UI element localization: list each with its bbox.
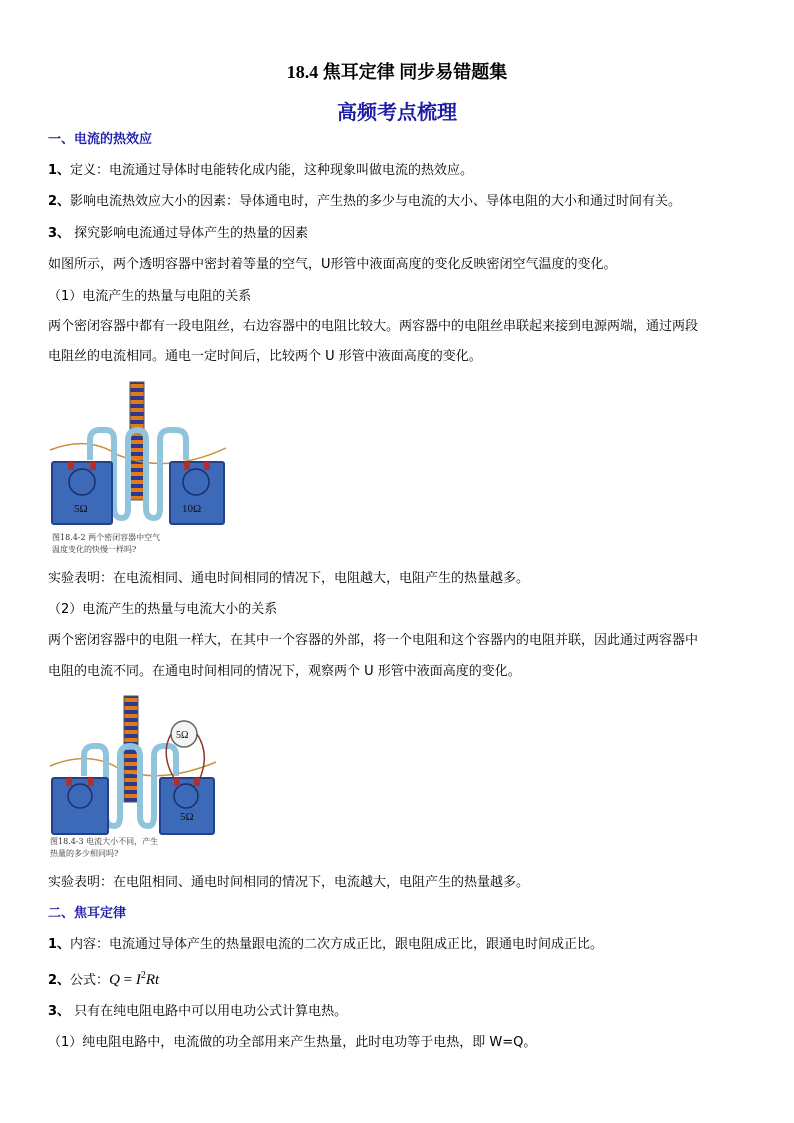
formula-rt: Rt — [145, 972, 160, 988]
s1-p2-text: 影响电流热效应大小的因素：导体通电时，产生热的多少与电流的大小、导体电阻的大小和通过时间有关。 — [70, 194, 682, 209]
s1-sub2-text-a: 两个密闭容器中的电阻一样大，在其中一个容器的外部，将一个电阻和这个容器内的电阻并联，因此通过两容器中 — [48, 633, 699, 648]
figure-2 — [48, 694, 218, 864]
s1-p1-text: 定义：电流通过导体时电能转化成内能，这种现象叫做电流的热效应。 — [70, 163, 474, 178]
fig1-caption-a: 图18.4-2 两个密闭容器中空气 — [52, 533, 161, 542]
figure-2-drawing — [48, 694, 218, 864]
page-title: 18.4 焦耳定律 同步易错题集 — [286, 62, 508, 82]
s1-p3-num: 3、 — [48, 226, 71, 241]
fig1-left-label: 5Ω — [74, 503, 88, 515]
s1-paragraph-2 — [48, 193, 681, 211]
formula-eq: = — [119, 972, 136, 988]
s2-p3-text: 只有在纯电阻电路中可以用电功公式计算电热。 — [70, 1004, 348, 1019]
figure-1 — [48, 380, 228, 560]
s1-p2-num: 2、 — [48, 194, 71, 209]
s1-sub2-heading: （2）电流产生的热量与电流大小的关系 — [48, 602, 278, 617]
s2-paragraph-3 — [48, 1003, 347, 1021]
s2-p3-num: 3、 — [48, 1004, 71, 1019]
formula-exp: 2 — [140, 970, 146, 981]
s2-p1-num: 1、 — [48, 937, 71, 952]
s1-sub1-text-b: 电阻丝的电流相同。通电一定时间后，比较两个 U 形管中液面高度的变化。 — [48, 349, 482, 364]
s1-sub1-heading: （1）电流产生的热量与电阻的关系 — [48, 289, 252, 304]
s1-paragraph-4: 如图所示，两个透明容器中密封着等量的空气，U形管中液面高度的变化反映密闭空气温度的变化。 — [48, 257, 617, 272]
s1-sub2-text-b: 电阻的电流不同。在通电时间相同的情况下，观察两个 U 形管中液面高度的变化。 — [48, 664, 521, 679]
fig2-caption-b: 热量的多少相同吗? — [50, 849, 119, 858]
fig1-caption-b: 温度变化的快慢一样吗? — [52, 545, 137, 554]
fig1-right-label: 10Ω — [182, 503, 202, 515]
page-subtitle: 高频考点梳理 — [337, 102, 457, 124]
s2-paragraph-4: （1）纯电阻电路中，电流做的功全部用来产生热量，此时电功等于电热，即 W=Q。 — [48, 1035, 537, 1050]
s2-p2-num: 2、 — [48, 973, 71, 988]
s2-p2-text: 公式： — [70, 973, 110, 988]
joule-formula — [109, 972, 159, 988]
s1-sub1-text-a: 两个密闭容器中都有一段电阻丝，右边容器中的电阻比较大。两容器中的电阻丝串联起来接到电源两端，通过两段 — [48, 319, 699, 334]
s1-p1-num: 1、 — [48, 163, 71, 178]
s1-p3-text: 探究影响电流通过导体产生的热量的因素 — [70, 226, 309, 241]
s1-result-1: 实验表明：在电流相同、通电时间相同的情况下，电阻越大，电阻产生的热量越多。 — [48, 571, 530, 586]
formula-q: Q — [109, 972, 120, 988]
s2-paragraph-2 — [48, 967, 159, 990]
section1-heading: 一、电流的热效应 — [48, 132, 153, 147]
s2-p1-text: 内容：电流通过导体产生的热量跟电流的二次方成正比，跟电阻成正比，跟通电时间成正比。 — [70, 937, 604, 952]
figure-1-drawing — [48, 380, 228, 560]
s1-result-2: 实验表明：在电阻相同、通电时间相同的情况下，电流越大，电阻产生的热量越多。 — [48, 875, 530, 890]
fig2-right-label: 5Ω — [180, 811, 194, 823]
formula-i: I — [135, 972, 141, 988]
s1-paragraph-1 — [48, 162, 473, 180]
s2-paragraph-1 — [48, 936, 603, 954]
fig2-caption-a: 图18.4-3 电流大小不同，产生 — [50, 837, 159, 846]
section2-heading: 二、焦耳定律 — [48, 906, 127, 921]
fig2-outer-label: 5Ω — [176, 730, 189, 741]
s1-paragraph-3 — [48, 225, 308, 243]
